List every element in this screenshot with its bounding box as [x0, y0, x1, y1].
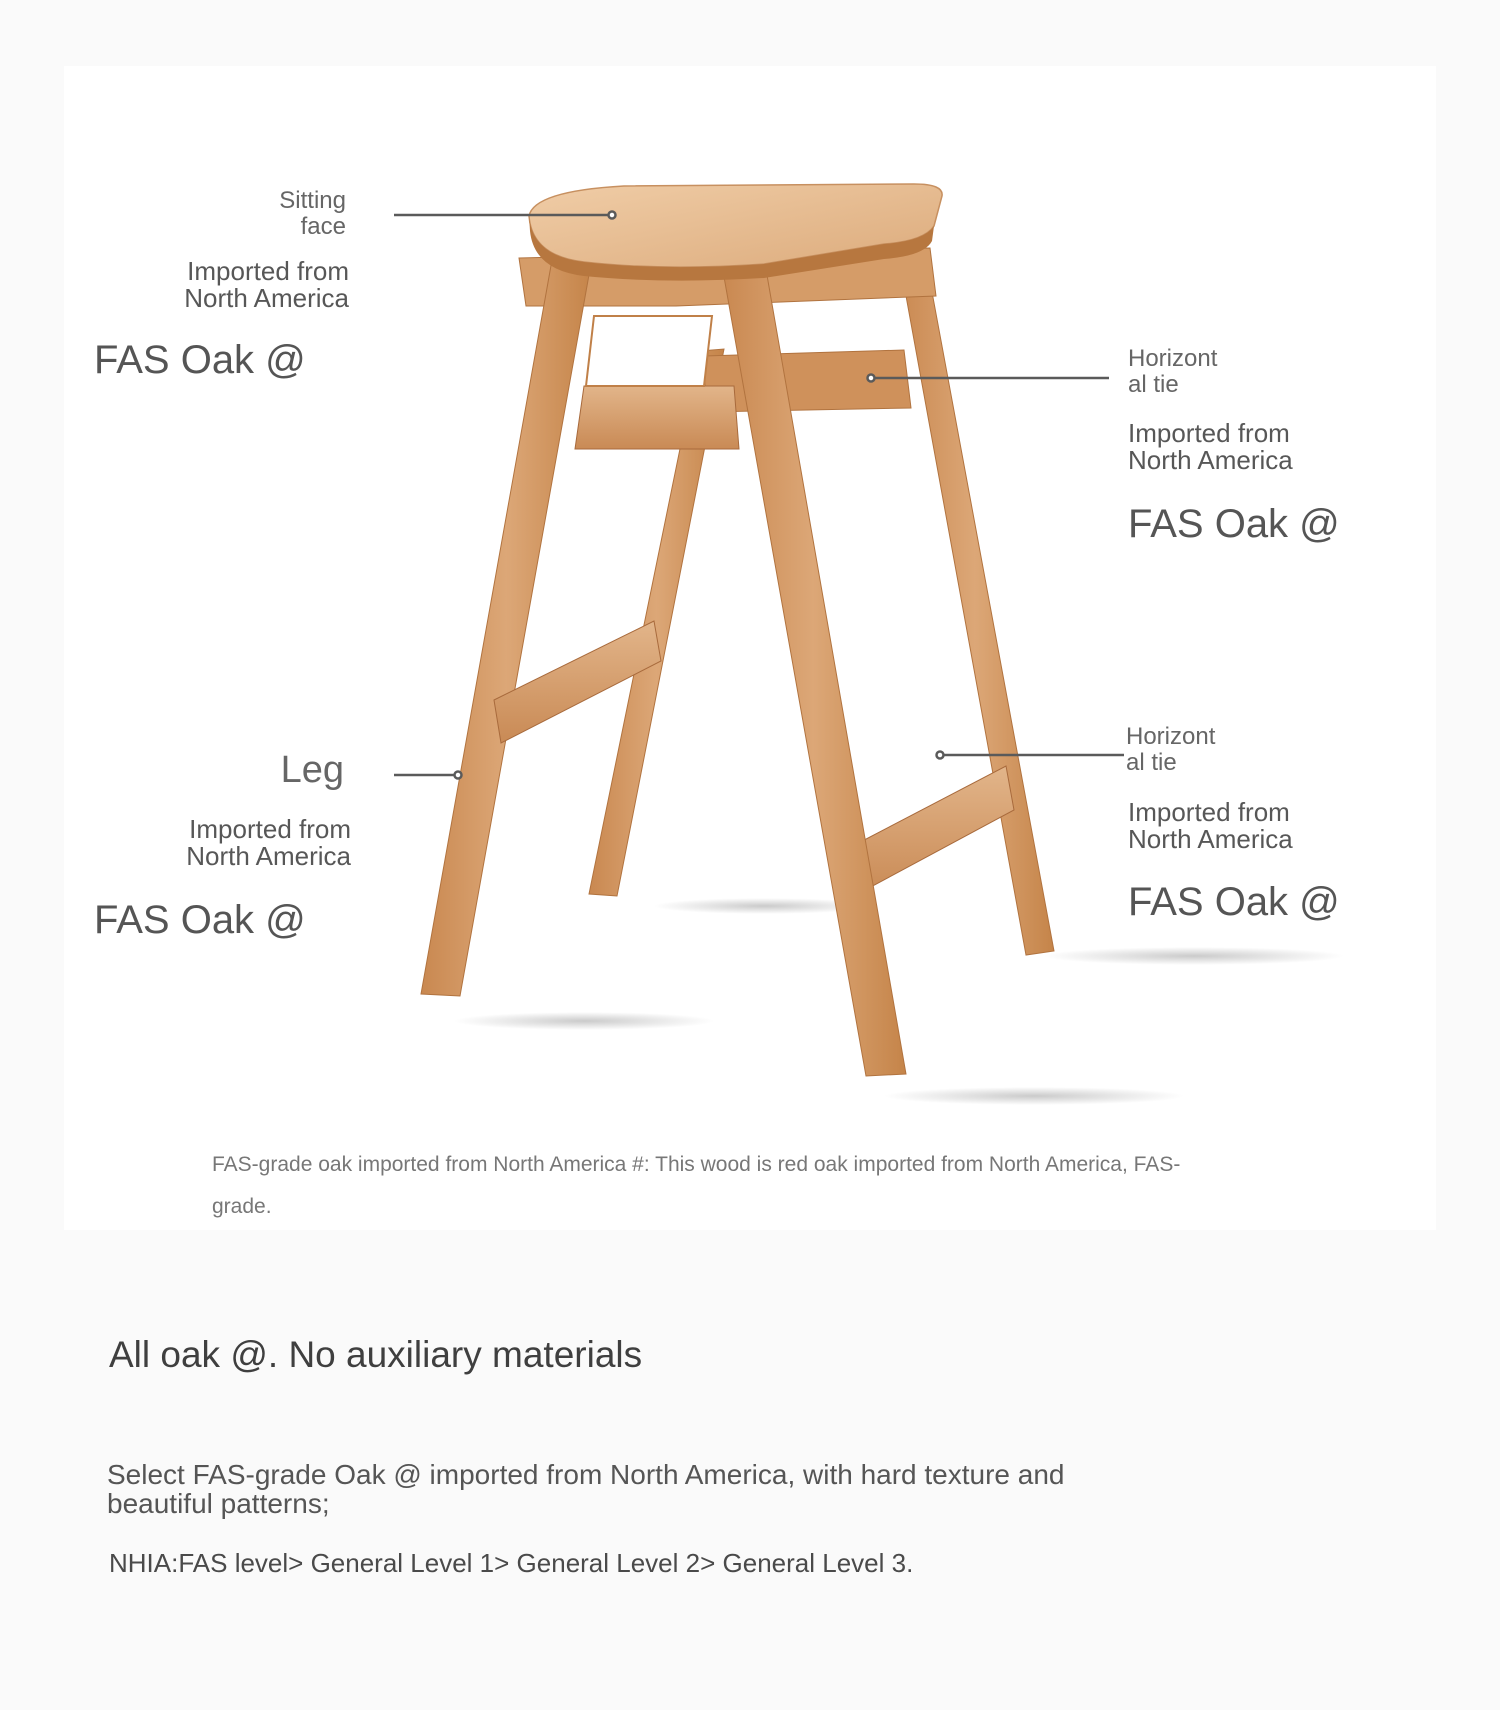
callout-sitting-face-part: Sitting face — [279, 187, 346, 241]
callout-sitting-face-origin: Imported from North America — [184, 256, 349, 314]
callout-upper-tie-grade: FAS Oak @ — [1128, 502, 1340, 546]
callout-leg-grade: FAS Oak @ — [94, 898, 306, 942]
callout-sitting-face-grade: FAS Oak @ — [94, 338, 306, 382]
callout-leg-origin: Imported from North America — [186, 814, 351, 872]
callout-lower-tie-grade: FAS Oak @ — [1128, 880, 1340, 924]
section-paragraph-grading: NHIA:FAS level> General Level 1> General Level 2> General Level 3. — [109, 1548, 914, 1578]
callout-lower-tie-part: Horizont al tie — [1126, 723, 1216, 777]
callout-leg-part: Leg — [280, 749, 344, 791]
front-left-leg — [421, 258, 592, 996]
callout-lower-tie-origin: Imported from North America — [1128, 797, 1293, 855]
section-heading: All oak @. No auxiliary materials — [109, 1334, 643, 1375]
front-rail-cutout — [586, 316, 712, 386]
callout-upper-tie-part: Horizont al tie — [1128, 345, 1218, 399]
callout-upper-tie-origin: Imported from North America — [1128, 418, 1293, 476]
section-paragraph-material: Select FAS-grade Oak @ imported from North America, with hard texture and beautiful patterns; — [107, 1459, 1065, 1519]
wood-caption: FAS-grade oak imported from North America #: This wood is red oak imported from North America, FAS-grade. — [212, 1153, 1181, 1218]
product-diagram-card — [64, 66, 1436, 1230]
front-upper-rail — [575, 386, 739, 449]
